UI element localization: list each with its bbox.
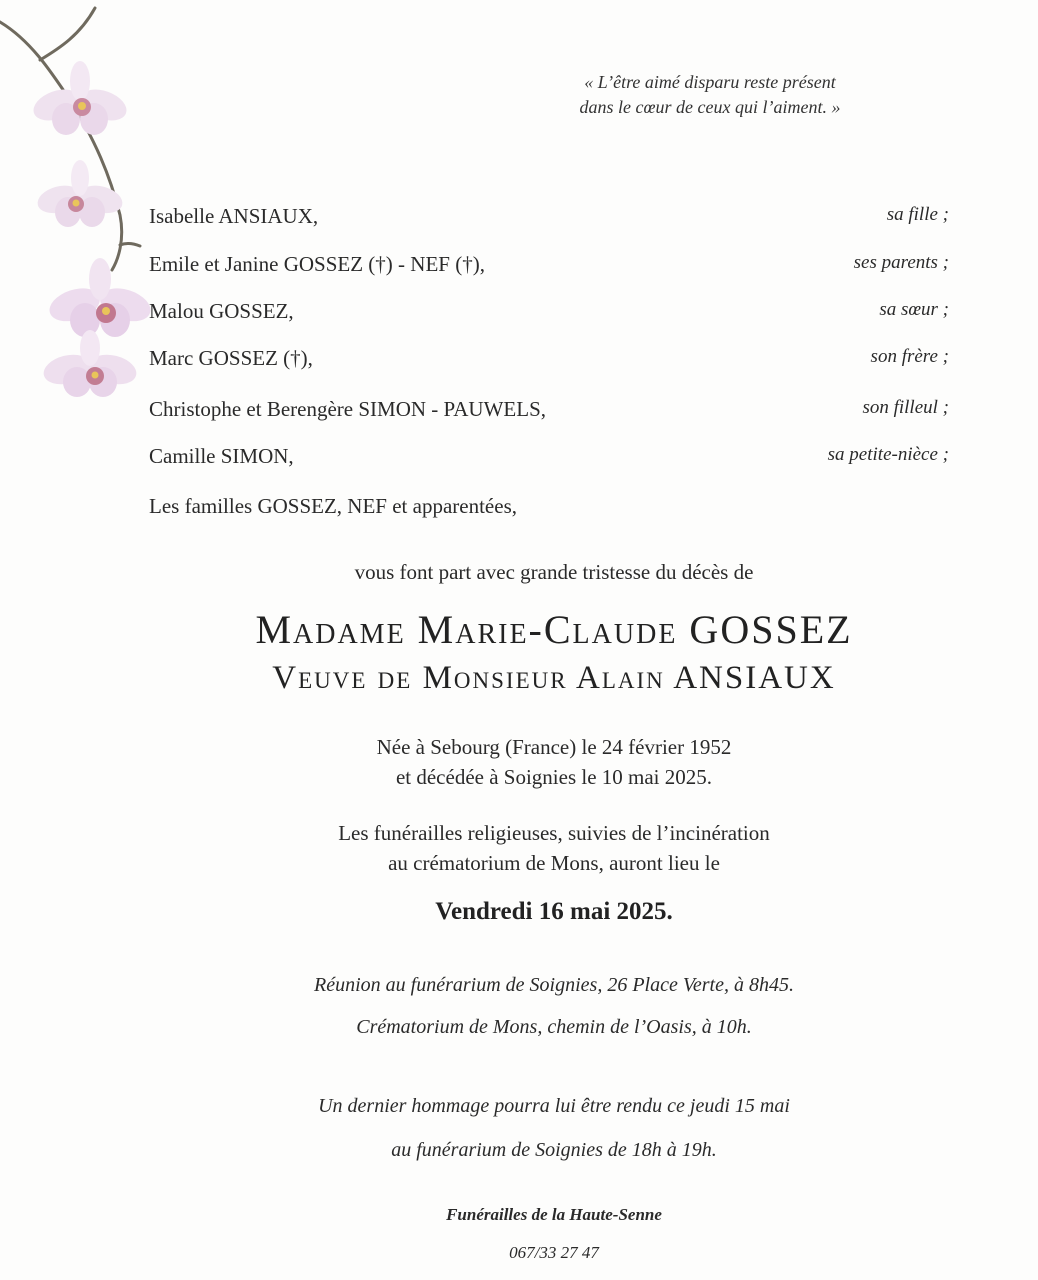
birth-line: Née à Sebourg (France) le 24 février 1952	[376, 735, 732, 759]
funeral-date: Vendredi 16 mai 2025.	[435, 898, 673, 925]
tribute-line-2: au funérarium de Soignies de 18h à 19h.	[391, 1139, 717, 1161]
funeral-info	[0, 818, 1038, 878]
quote-line-1: « L’être aimé disparu reste présent	[584, 72, 836, 92]
deceased-widow-of: Veuve de Monsieur Alain ANSIAUX	[272, 660, 836, 696]
family-member-relation: sa sœur ;	[879, 299, 949, 320]
deceased-name: Madame Marie-Claude GOSSEZ	[255, 607, 853, 652]
family-row	[149, 299, 949, 327]
undertaker-phone: 067/33 27 47	[509, 1243, 599, 1262]
funeral-line-2: au crématorium de Mons, auront lieu le	[388, 851, 720, 875]
family-member-name: Emile et Janine GOSSEZ (†) - NEF (†),	[149, 252, 485, 276]
family-member-name: Christophe et Berengère SIMON - PAUWELS,	[149, 397, 547, 421]
family-member-name: Les familles GOSSEZ, NEF et apparentées,	[149, 494, 517, 518]
family-member-relation: sa fille ;	[886, 204, 949, 225]
family-row	[149, 444, 949, 472]
undertaker-name: Funérailles de la Haute-Senne	[446, 1205, 662, 1224]
tribute-line-1: Un dernier hommage pourra lui être rendu ce jeudi 15 mai	[318, 1095, 790, 1117]
opening-quote	[500, 70, 920, 120]
family-member-name: Camille SIMON,	[149, 444, 294, 468]
family-member-relation: son filleul ;	[862, 397, 949, 418]
death-line: et décédée à Soignies le 10 mai 2025.	[395, 765, 713, 789]
family-member-relation: sa petite-nièce ;	[827, 444, 949, 465]
family-member-name: Malou GOSSEZ,	[149, 299, 294, 323]
family-row	[149, 252, 949, 280]
quote-line-2: dans le cœur de ceux qui l’aiment. »	[579, 97, 841, 117]
family-member-relation: son frère ;	[870, 346, 949, 367]
orchid-decoration	[0, 0, 160, 420]
family-member-name: Marc GOSSEZ (†),	[149, 346, 313, 370]
family-member-relation: ses parents ;	[853, 252, 949, 273]
family-row	[149, 346, 949, 374]
family-row	[149, 204, 949, 232]
family-row	[149, 494, 949, 522]
announcement-text: vous font part avec grande tristesse du décès de	[354, 560, 754, 584]
meeting-schedule: Réunion au funérarium de Soignies, 26 Place Verte, à 8h45.	[314, 974, 794, 996]
funeral-line-1: Les funérailles religieuses, suivies de l’incinération	[338, 821, 770, 845]
birth-death-info	[0, 732, 1038, 792]
crematorium-schedule: Crématorium de Mons, chemin de l’Oasis, à 10h.	[356, 1016, 752, 1038]
family-row	[149, 397, 949, 425]
family-member-name: Isabelle ANSIAUX,	[149, 204, 319, 228]
